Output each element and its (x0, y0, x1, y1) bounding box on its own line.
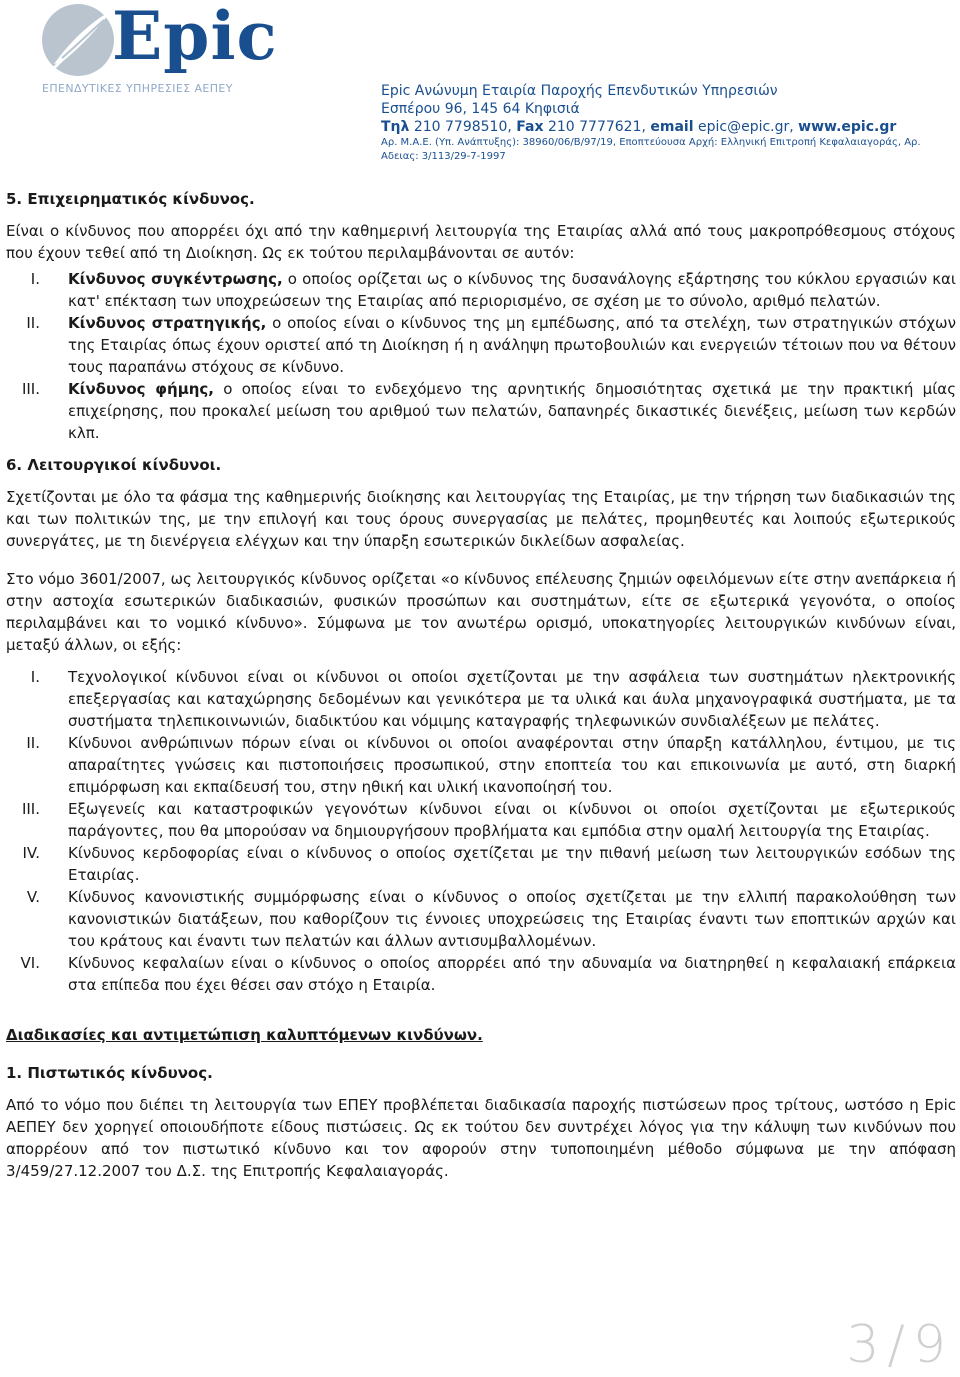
risk-description: Τεχνολογικοί κίνδυνοι είναι οι κίνδυνοι οι οποίοι σχετίζονται με την ασφάλεια των συστημάτων ηλεκτρονικής επεξεργασίας και καταχώρησης δεδομένων και γενικότερα με τα υλικά και άυλα μηχανογραφικά συστήματα, με τα συστήματα τηλεπικοινωνιών, διαδικτύου και νόμιμης καταγραφής τηλεφωνικών συνδιαλέξεων με πελάτες. (68, 668, 956, 730)
company-name: Epic Ανώνυμη Εταιρία Παροχής Επενδυτικών Υπηρεσιών (381, 83, 778, 99)
list-number: II. (26, 734, 40, 752)
procedures-heading: Διαδικασίες και αντιμετώπιση καλυπτόμενων κινδύνων. (6, 1026, 483, 1044)
tel-value: 210 7798510, (413, 119, 512, 135)
list-number: II. (26, 314, 40, 332)
list-item (6, 952, 956, 996)
feather-logo-icon (40, 2, 120, 80)
email-link[interactable]: epic@epic.gr, (698, 119, 794, 135)
list-number: I. (30, 668, 40, 686)
email-label: email (650, 119, 694, 135)
risk-description: Εξωγενείς και καταστροφικών γεγονότων κίνδυνοι είναι οι κίνδυνοι οι οποίοι σχετίζονται με εξωτερικούς παράγοντες, που θα μπορούσαν να δημιουργήσουν προβλήματα και εμπόδια στην ομαλή λειτουργία της Εταιρίας. (68, 800, 956, 840)
risk-term: Κίνδυνος φήμης, (68, 380, 214, 398)
letterhead (0, 0, 960, 160)
logo-subtitle: ΕΠΕΝΔΥΤΙΚΕΣ ΥΠΗΡΕΣΙΕΣ ΑΕΠΕΥ (42, 82, 233, 95)
list-item (6, 268, 956, 312)
risk-description: Κίνδυνοι ανθρώπινων πόρων είναι οι κίνδυνοι οι οποίοι αναφέρονται στην ύπαρξη κατάλληλου, έντιμου, με τις απαραίτητες γνώσεις και πιστοποιήσεις προσωπικού, στην εποπτεία του και επικοινωνία με αυτό, στη διαρκή επιμόρφωση και εκπαίδευσή του, στην ηθική και υλική ικανοποίησή του. (68, 734, 956, 796)
list-number: V. (26, 888, 40, 906)
logo-wordmark: Epic (112, 0, 278, 75)
operational-risk-list (6, 666, 956, 996)
section5-intro: Είναι ο κίνδυνος που απορρέει όχι από την καθημερινή λειτουργία της Εταιρίας αλλά από τους μακροπρόθεσμους στόχους που έχουν τεθεί από τη Διοίκηση. Ως εκ τούτου περιλαμβάνονται σε αυτόν: (6, 222, 956, 262)
tel-label: Τηλ (381, 119, 410, 135)
section6-paragraph-2: Στο νόμο 3601/2007, ως λειτουργικός κίνδυνος ορίζεται «ο κίνδυνος επέλευσης ζημιών οφειλόμενων είτε στην ανεπάρκεια ή στην αστοχία εσωτερικών διαδικασιών, φυσικών προσώπων και συστημάτων, είτε σε εξωτερικά γεγονότα, ο οποίος περιλαμβάνει και το νομικό κίνδυνο». Σύμφωνα με τον ανωτέρω ορισμό, υποκατηγορίες λειτουργικών κινδύνων είναι, μεταξύ άλλων, οι εξής: (6, 570, 956, 654)
risk-term: Κίνδυνος συγκέντρωσης, (68, 270, 283, 288)
risk-description: Κίνδυνος κεφαλαίων είναι ο κίνδυνος ο οποίος απορρέει από την αδυναμία να διατηρηθεί η κεφαλαιακή επάρκεια στα επίπεδα που έχει θέσει σαν στόχο η Εταιρία. (68, 954, 956, 994)
credit-risk-heading: 1. Πιστωτικός κίνδυνος. (6, 1064, 213, 1082)
page-number: 3/9 (846, 1315, 954, 1375)
document-body (6, 188, 956, 1182)
list-item (6, 886, 956, 952)
risk-description: ο οποίος είναι το ενδεχόμενο της αρνητικής δημοσιότητας σχετικά με την πρακτική μίας επιχείρησης, που προκαλεί μείωση του αριθμού των πελατών, δαπανηρές δικαστικές διενέξεις, μείωση των κερδών κλπ. (68, 380, 956, 442)
section6-paragraph-1: Σχετίζονται με όλο τα φάσμα της καθημερινής διοίκησης και λειτουργίας της Εταιρίας, με την τήρηση των διαδικασιών της και των πολιτικών της, με την επιλογή και τους όρους συνεργασίας με πελάτες, προμηθευτές και λοιπούς εξωτερικούς συνεργάτες, με τη διενέργεια ελέγχων και την ύπαρξη εσωτερικών δικλείδων ασφαλείας. (6, 488, 956, 550)
contact-line (381, 118, 960, 136)
list-number: III. (21, 380, 40, 398)
list-number: IV. (22, 844, 40, 862)
list-item (6, 666, 956, 732)
list-item (6, 312, 956, 378)
fax-value: 210 7777621, (547, 119, 646, 135)
list-number: I. (30, 270, 40, 288)
business-risk-list (6, 268, 956, 444)
list-item (6, 798, 956, 842)
list-number: III. (21, 800, 40, 818)
website-link[interactable]: www.epic.gr (798, 119, 897, 135)
registry-info: Αρ. Μ.Α.Ε. (Υπ. Ανάπτυξης): 38960/06/Β/97/19, Εποπτεύουσα Αρχή: Ελληνική Επιτροπή Κεφαλαιαγοράς, Αρ. Αδειας: 3/113/29-7-1997 (381, 137, 921, 162)
list-number: VI. (20, 954, 40, 972)
risk-term: Κίνδυνος στρατηγικής, (68, 314, 267, 332)
company-address: Εσπέρου 96, 145 64 Κηφισιά (381, 101, 580, 117)
risk-description: ο οποίος είναι ο κίνδυνος της μη εμπέδωσης, από τα στελέχη, των στρατηγικών στόχων της Εταιρίας όπως έχουν οριστεί από τη Διοίκηση ή η ανάληψη πρωτοβουλιών και ενεργειών τέτοιων που να θέτουν τους παραπάνω στόχους σε κίνδυνο. (68, 314, 956, 376)
list-item (6, 732, 956, 798)
list-item (6, 842, 956, 886)
credit-risk-paragraph: Από το νόμο που διέπει τη λειτουργία των ΕΠΕΥ προβλέπεται διαδικασία παροχής πιστώσεων προς τρίτους, ωστόσο η Epic ΑΕΠΕΥ δεν χορηγεί οποιουδήποτε είδους πιστώσεις. Ως εκ τούτου δεν συντρέχει λόγος για την κάλυψη των κινδύνων που απορρέουν από τον πιστωτικό κίνδυνο και τον αφορούν στην τυποποιημένη μέθοδο σύμφωνα με την απόφαση 3/459/27.12.2007 του Δ.Σ. της Επιτροπής Κεφαλαιαγοράς. (6, 1096, 956, 1180)
risk-description: Κίνδυνος κανονιστικής συμμόρφωσης είναι ο κίνδυνος ο οποίος σχετίζεται με την ελλιπή παρακολούθηση των κανονιστικών διατάξεων, που καθορίζουν τις έννοιες υποχρεώσεις της Εταιρίας έναντι των εποπτικών αρχών και του κράτους και έναντι των πελατών και άλλων αντισυμβαλλομένων. (68, 888, 956, 950)
company-details (381, 82, 960, 164)
risk-description: ο οποίος ορίζεται ως ο κίνδυνος της δυσανάλογης εξάρτησης του κύκλου εργασιών και κατ' επέκταση των υποχρεώσεων της Εταιρίας από περιορισμένο, σε σχέση με το σύνολο, αριθμό πελατών. (68, 270, 957, 310)
fax-label: Fax (516, 119, 544, 135)
section6-heading: 6. Λειτουργικοί κίνδυνοι. (6, 456, 222, 474)
list-item (6, 378, 956, 444)
risk-description: Κίνδυνος κερδοφορίας είναι ο κίνδυνος ο οποίος σχετίζεται με την πιθανή μείωση των λειτουργικών εσόδων της Εταιρίας. (68, 844, 956, 884)
section5-heading: 5. Επιχειρηματικός κίνδυνος. (6, 190, 255, 208)
